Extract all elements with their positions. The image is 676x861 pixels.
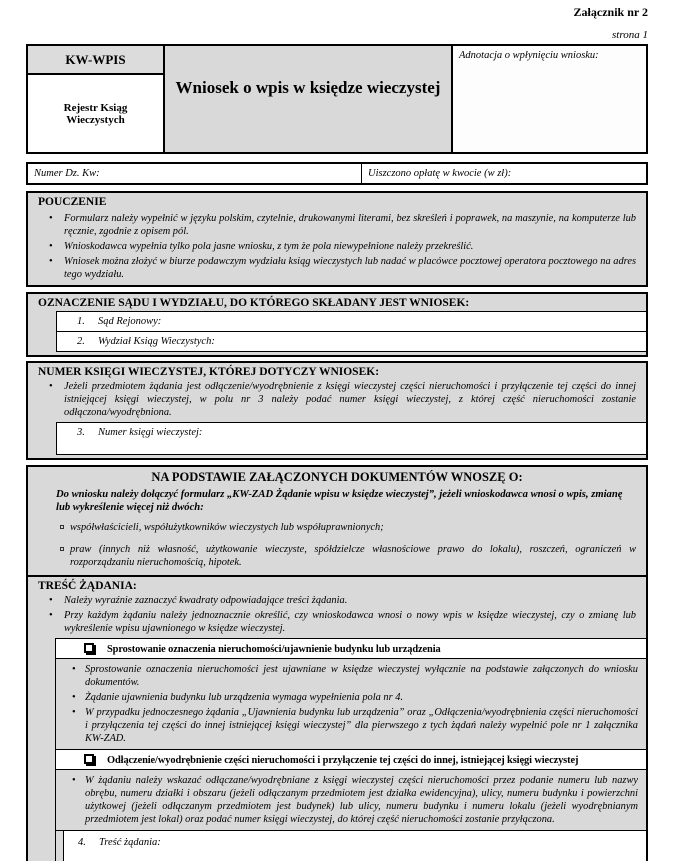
- court-section: [26, 292, 648, 357]
- documents-section: [28, 467, 646, 575]
- documents-item-1: [28, 521, 646, 534]
- instructions-bullet-2: [28, 240, 646, 253]
- request-bullet-2: [28, 609, 646, 635]
- request-content-field-number: 4.: [78, 837, 86, 848]
- bullet-icon: •: [49, 595, 53, 606]
- request-section: [28, 577, 646, 861]
- option-sprostowanie-label: Sprostowanie oznaczenia nieruchomości/ujawnienie budynku lub urządzenia: [107, 643, 441, 655]
- form-header-left-column: [28, 46, 165, 152]
- sprostowanie-note-2: Żądanie ujawnienia budynku lub urządzenia wymaga wypełnienia pola nr 4.: [85, 692, 404, 703]
- form-code: KW-WPIS: [28, 46, 163, 75]
- option-sprostowanie-notes: [56, 659, 646, 750]
- annotation-label: Adnotacja o wpłynięciu wniosku:: [459, 50, 599, 61]
- annotation-box[interactable]: [453, 46, 646, 152]
- court-field-1-number: 1.: [77, 316, 85, 327]
- fee-amount-field[interactable]: [362, 164, 646, 183]
- register-number-section: [26, 361, 648, 460]
- request-bullet-2-text: Przy każdym żądaniu należy jednoznacznie określić, czy wnioskodawca wnosi o nowy wpis w księdze wieczystej, czy o zmianę lub wykreślenie wpisu ujawnionego w księdze wieczystej.: [64, 610, 636, 634]
- bullet-icon: •: [72, 775, 76, 786]
- option-odlaczenie-label: Odłączenie/wyodrębnienie części nieruchomości i przyłączenie tej części do innej, istniejącej księgi wieczystej: [107, 754, 579, 766]
- instructions-title: POUCZENIE: [38, 196, 107, 208]
- instructions-bullet-2-text: Wnioskodawca wypełnia tylko pola jasne wniosku, z tym że pola niewypełnione należy przekreślić.: [64, 241, 474, 252]
- option-sprostowanie-row: [56, 639, 646, 659]
- court-field-2[interactable]: [56, 331, 646, 352]
- square-bullet-icon: [60, 543, 70, 569]
- odlaczenie-note-1: W żądaniu należy wskazać odłączane/wyodrębniane z księgi wieczystej części nieruchomości przez podanie numeru lub nazwy obrębu, numeru działki i obszaru (jeżeli odłączanym przedmiotem jest działka ewidencyjna), ulicy, numeru budynku i powierzchni użytkowej (jeżeli odłączanym przedmiotem jest budynek) lub ulicy, numeru budynku i numeru lokalu (jeżeli wyodrębnianym przedmiotem jest lokal) oraz podać numer księgi wieczystej, do której część nieruchomości zostanie przyłączona.: [85, 775, 638, 825]
- option-odlaczenie-row: [56, 750, 646, 770]
- request-content-field[interactable]: [63, 831, 646, 861]
- bullet-icon: •: [49, 213, 53, 224]
- main-request-box: [26, 465, 648, 861]
- court-field-1-label: Sąd Rejonowy:: [98, 316, 162, 327]
- register-number-field[interactable]: [56, 422, 646, 455]
- court-section-title: OZNACZENIE SĄDU I WYDZIAŁU, DO KTÓREGO SKŁADANY JEST WNIOSEK:: [38, 297, 470, 309]
- bullet-icon: •: [49, 241, 53, 252]
- request-content-field-label: Treść żądania:: [99, 837, 161, 848]
- instructions-section: [26, 191, 648, 287]
- instructions-bullet-1-text: Formularz należy wypełnić w języku polskim, czytelnie, drukowanymi literami, bez skreśleń i poprawek, na maszynie, na komputerze lub ręcznie, zgodnie z opisem pól.: [64, 213, 636, 237]
- documents-intro: Do wniosku należy dołączyć formularz „KW-ZAD Żądanie wpisu w księdze wieczystej”, jeżeli wnioskodawca wnosi o wpis, zmianę lub wykreślenie więcej niż dwóch:: [56, 489, 623, 513]
- bullet-icon: •: [49, 610, 53, 621]
- checkbox-sprostowanie-icon[interactable]: [84, 643, 94, 653]
- form-title-cell: [165, 46, 453, 152]
- form-header: [26, 44, 648, 154]
- court-field-2-label: Wydział Ksiąg Wieczystych:: [98, 336, 215, 347]
- register-number-field-label: Numer księgi wieczystej:: [98, 427, 203, 438]
- instructions-bullet-3-text: Wniosek można złożyć w biurze podawczym wydziału ksiąg wieczystych lub nadać w placówce pocztowej operatora pocztowego na adres tego wydziału.: [64, 256, 636, 280]
- documents-item-2: [28, 543, 646, 569]
- request-bullet-1: [28, 594, 646, 607]
- bullet-icon: •: [72, 707, 76, 718]
- case-number-label: Numer Dz. Kw:: [34, 168, 100, 179]
- option-odlaczenie-notes: [56, 770, 646, 831]
- register-number-note-text: Jeżeli przedmiotem żądania jest odłączenie/wyodrębnienie z księgi wieczystej części nieruchomości i przyłączenie tej części do innej istniejącej księgi wieczystej, w polu nr 3 należy podać numer księgi wieczystej, z której część nieruchomości zostanie odłączona/wyodrębniona.: [64, 381, 636, 418]
- checkbox-odlaczenie-icon[interactable]: [84, 754, 94, 764]
- page-number-label: strona 1: [612, 29, 648, 41]
- request-section-title: TREŚĆ ŻĄDANIA:: [38, 580, 137, 592]
- bullet-icon: •: [72, 692, 76, 703]
- register-number-field-number: 3.: [77, 427, 85, 438]
- register-number-note: [28, 380, 646, 419]
- case-number-field[interactable]: [28, 164, 362, 183]
- instructions-bullet-3: [28, 255, 646, 281]
- bullet-icon: •: [49, 381, 53, 392]
- instructions-bullet-1: [28, 212, 646, 238]
- request-options-box: [55, 638, 646, 861]
- sprostowanie-note-1: Sprostowanie oznaczenia nieruchomości jest ujawniane w księdze wieczystej wyłącznie na podstawie załączonych do wniosku dokumentów.: [85, 664, 638, 688]
- attachment-label: Załącznik nr 2: [573, 5, 648, 19]
- documents-item-1-text: współwłaścicieli, współużytkowników wieczystych lub współuprawnionych;: [70, 522, 384, 533]
- square-bullet-icon: [60, 521, 70, 534]
- register-number-title: NUMER KSIĘGI WIECZYSTEJ, KTÓREJ DOTYCZY WNIOSEK:: [38, 366, 380, 378]
- court-field-2-number: 2.: [77, 336, 85, 347]
- bullet-icon: •: [72, 664, 76, 675]
- fee-row: [26, 162, 648, 185]
- bullet-icon: •: [49, 256, 53, 267]
- sprostowanie-note-3: W przypadku jednoczesnego żądania „Ujawnienia budynku lub urządzenia” oraz „Odłączenia/wyodrębnienia części nieruchomości i przyłączenia tej części do innej istniejącej księgi wieczystej” dla pierwszego z tych żądań należy wypełnić pole nr 1 załącznika KW-ZAD.: [85, 707, 638, 744]
- fee-amount-label: Uiszczono opłatę w kwocie (w zł):: [368, 168, 512, 179]
- documents-item-2-text: praw (innych niż własność, użytkowanie wieczyste, spółdzielcze własnościowe prawo do lokalu), roszczeń, ograniczeń w rozporządzaniu nieruchomością, hipotek.: [70, 544, 636, 568]
- request-bullet-1-text: Należy wyraźnie zaznaczyć kwadraty odpowiadające treści żądania.: [64, 595, 348, 606]
- documents-section-title: NA PODSTAWIE ZAŁĄCZONYCH DOKUMENTÓW WNOSZĘ O:: [151, 470, 523, 484]
- register-name: Rejestr Ksiąg Wieczystych: [28, 75, 163, 152]
- court-field-1[interactable]: [56, 311, 646, 332]
- form-title: Wniosek o wpis w księdze wieczystej: [175, 78, 441, 97]
